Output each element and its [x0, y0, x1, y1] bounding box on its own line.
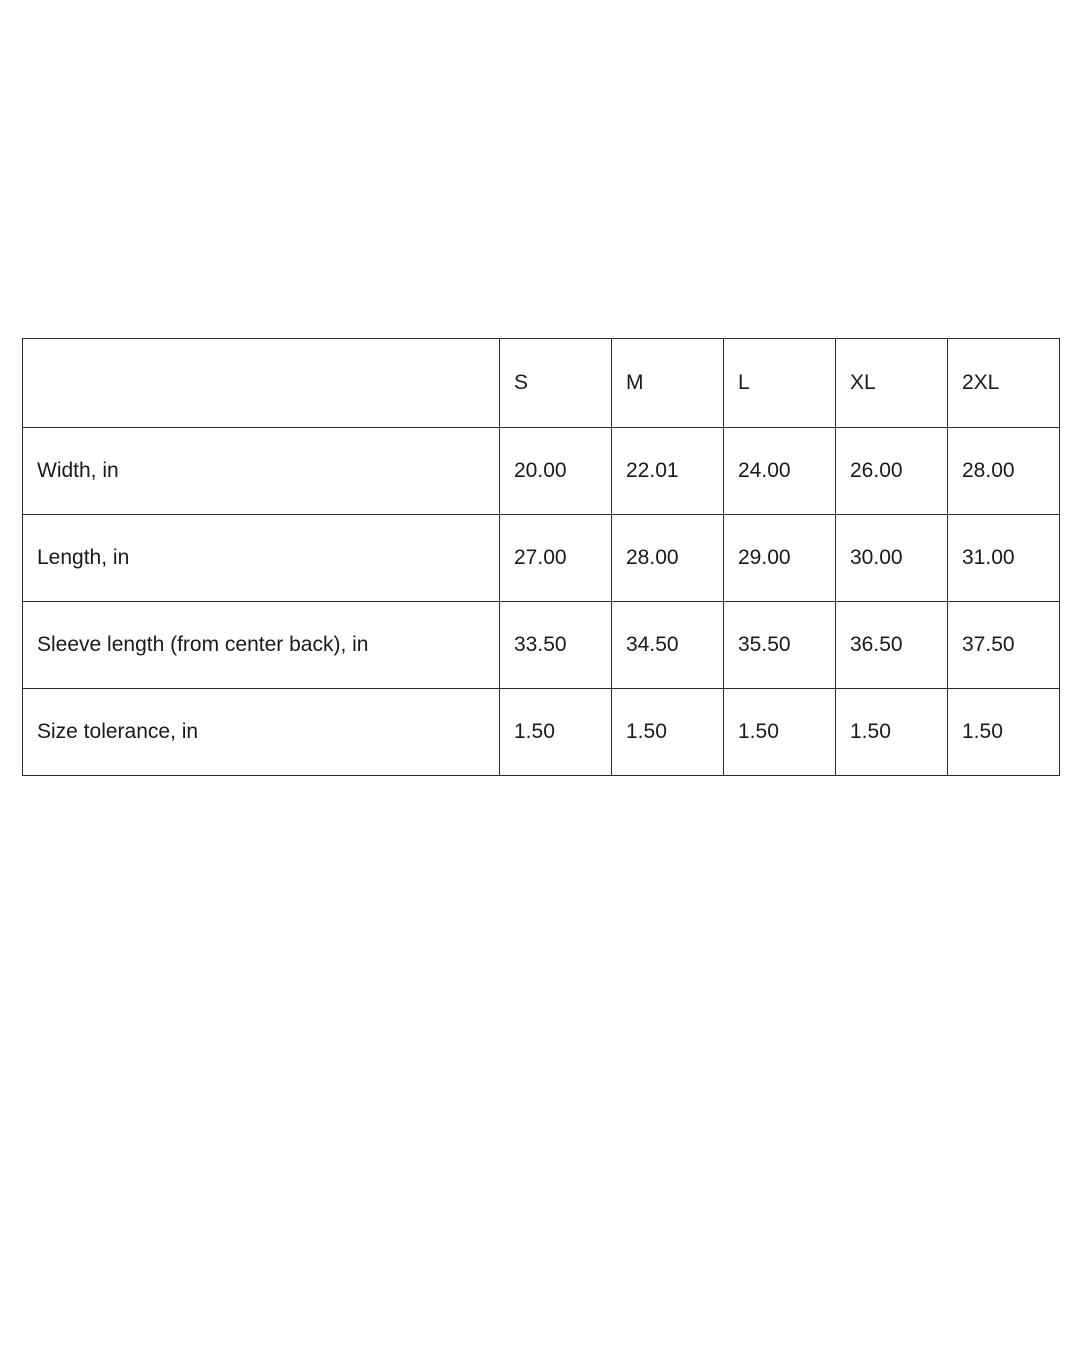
cell-tolerance-s: 1.50 [500, 689, 612, 776]
column-header-xl: XL [836, 339, 948, 428]
cell-tolerance-l: 1.50 [724, 689, 836, 776]
cell-sleeve-2xl: 37.50 [948, 602, 1060, 689]
column-header-s: S [500, 339, 612, 428]
cell-tolerance-2xl: 1.50 [948, 689, 1060, 776]
row-label-sleeve-length: Sleeve length (from center back), in [23, 602, 500, 689]
cell-sleeve-l: 35.50 [724, 602, 836, 689]
cell-sleeve-xl: 36.50 [836, 602, 948, 689]
table-row [23, 428, 1060, 515]
table-row [23, 689, 1060, 776]
row-label-size-tolerance: Size tolerance, in [23, 689, 500, 776]
table-row [23, 602, 1060, 689]
cell-width-2xl: 28.00 [948, 428, 1060, 515]
size-chart-table [22, 338, 1060, 776]
column-header-l: L [724, 339, 836, 428]
table-header-row [23, 339, 1060, 428]
cell-sleeve-s: 33.50 [500, 602, 612, 689]
cell-sleeve-m: 34.50 [612, 602, 724, 689]
cell-length-l: 29.00 [724, 515, 836, 602]
cell-tolerance-xl: 1.50 [836, 689, 948, 776]
cell-length-xl: 30.00 [836, 515, 948, 602]
table-row [23, 515, 1060, 602]
table-corner-cell [23, 339, 500, 428]
row-label-width: Width, in [23, 428, 500, 515]
cell-width-s: 20.00 [500, 428, 612, 515]
cell-tolerance-m: 1.50 [612, 689, 724, 776]
row-label-length: Length, in [23, 515, 500, 602]
cell-length-s: 27.00 [500, 515, 612, 602]
cell-length-2xl: 31.00 [948, 515, 1060, 602]
cell-width-l: 24.00 [724, 428, 836, 515]
cell-width-xl: 26.00 [836, 428, 948, 515]
column-header-2xl: 2XL [948, 339, 1060, 428]
column-header-m: M [612, 339, 724, 428]
cell-width-m: 22.01 [612, 428, 724, 515]
cell-length-m: 28.00 [612, 515, 724, 602]
